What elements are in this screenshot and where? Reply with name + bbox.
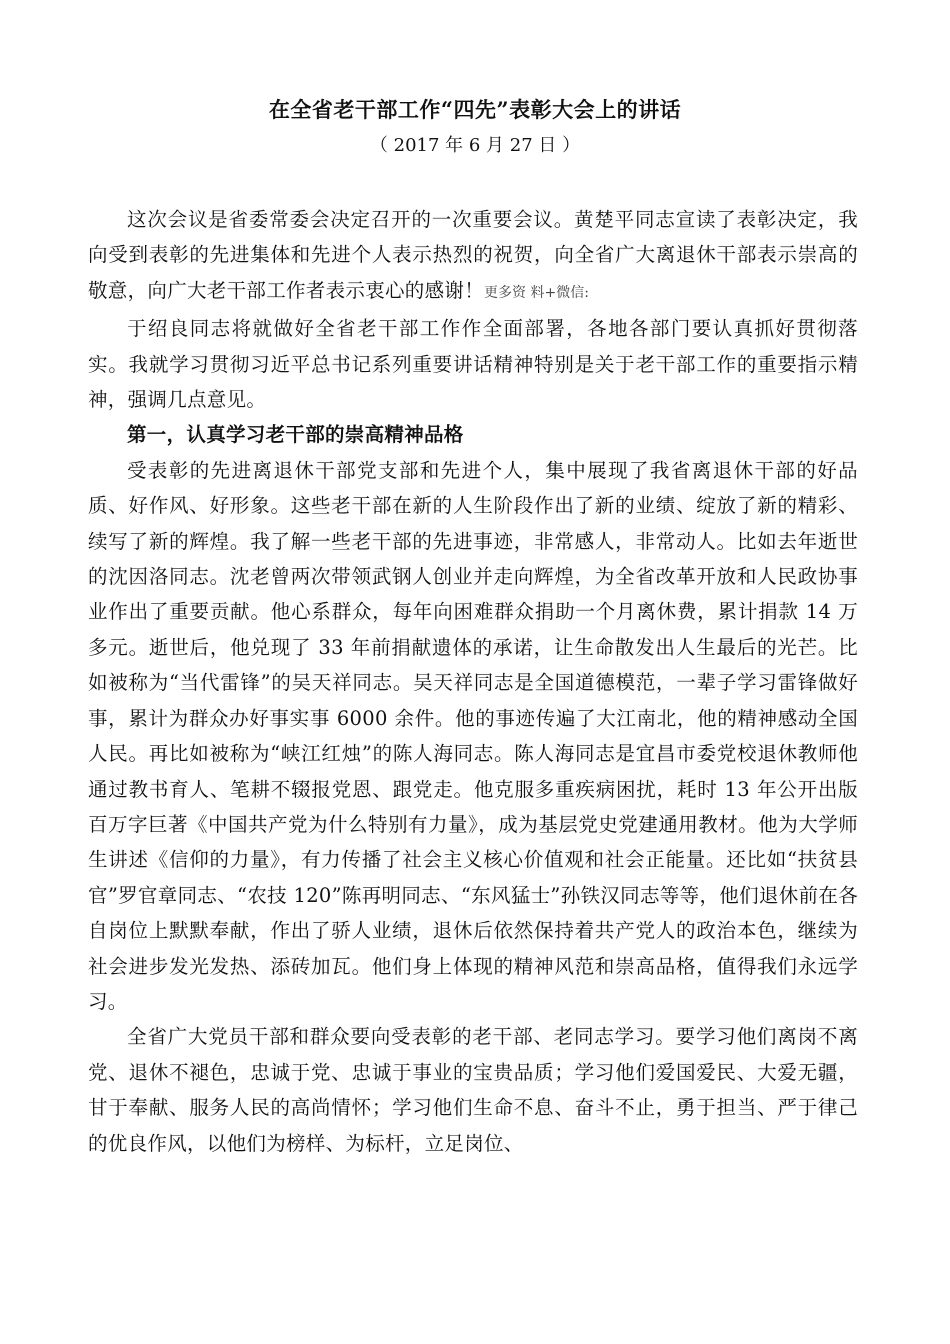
section-1-paragraph-2: 全省广大党员干部和群众要向受表彰的老干部、老同志学习。要学习他们离岗不离党、退休不褪色，忠诚于党、忠诚于事业的宝贵品质；学习他们爱国爱民、大爱无疆，甘于奉献、服务人民的高尚情怀；学习他们生命不息、奋斗不止，勇于担当、严于律己的优良作风，以他们为榜样、为标杆，立足岗位、 — [88, 1025, 858, 1155]
intro-paragraph-2: 于绍良同志将就做好全省老干部工作作全面部署，各地各部门要认真抓好贯彻落实。我就学习贯彻习近平总书记系列重要讲话精神特别是关于老干部工作的重要指示精神，强调几点意见。 — [88, 317, 858, 412]
intro-paragraph-1 — [88, 202, 858, 311]
speech-date: （ 2017 年 6 月 27 日 ） — [369, 135, 581, 156]
watermark-note: 更多资 料+微信: — [484, 284, 589, 301]
speech-title: 在全省老干部工作“四先”表彰大会上的讲话 — [268, 97, 682, 122]
speech-body — [88, 202, 858, 1161]
section-1-heading: 第一，认真学习老干部的崇高精神品格 — [127, 423, 464, 447]
intro-paragraph-1-text: 这次会议是省委常委会决定召开的一次重要会议。黄楚平同志宣读了表彰决定，我向受到表彰的先进集体和先进个人表示热烈的祝贺，向全省广大离退休干部表示崇高的敬意，向广大老干部工作者表示衷心的感谢！ — [88, 208, 858, 302]
section-1-paragraph-1: 受表彰的先进离退休干部党支部和先进个人，集中展现了我省离退休干部的好品质、好作风、好形象。这些老干部在新的人生阶段作出了新的业绩、绽放了新的精彩、续写了新的辉煌。我了解一些老干部的先进事迹，非常感人，非常动人。比如去年逝世的沈因洛同志。沈老曾两次带领武钢人创业并走向辉煌，为全省改革开放和人民政协事业作出了重要贡献。他心系群众，每年向困难群众捐助一个月离休费，累计捐款 14 万多元。逝世后，他兑现了 33 年前捐献遗体的承诺，让生命散发出人生最后的光芒。比如被称为“当代雷锋”的吴天祥同志。吴天祥同志是全国道德模范，一辈子学习雷锋做好事，累计为群众办好事实事 6000 余件。他的事迹传遍了大江南北，他的精神感动全国人民。再比如被称为“峡江红烛”的陈人海同志。陈人海同志是宜昌市委党校退休教师他通过教书育人、笔耕不辍报党恩、跟党走。他克服多重疾病困扰，耗时 13 年公开出版百万字巨著《中国共产党为什么特别有力量》，成为基层党史党建通用教材。他为大学师生讲述《信仰的力量》，有力传播了社会主义核心价值观和社会正能量。还比如“扶贫县官”罗官章同志、“农技 120”陈再明同志、“东风猛士”孙铁汉同志等等，他们退休前在各自岗位上默默奉献，作出了骄人业绩，退休后依然保持着共产党人的政治本色，继续为社会进步发光发热、添砖加瓦。他们身上体现的精神风范和崇高品格，值得我们永远学习。 — [88, 458, 858, 1013]
